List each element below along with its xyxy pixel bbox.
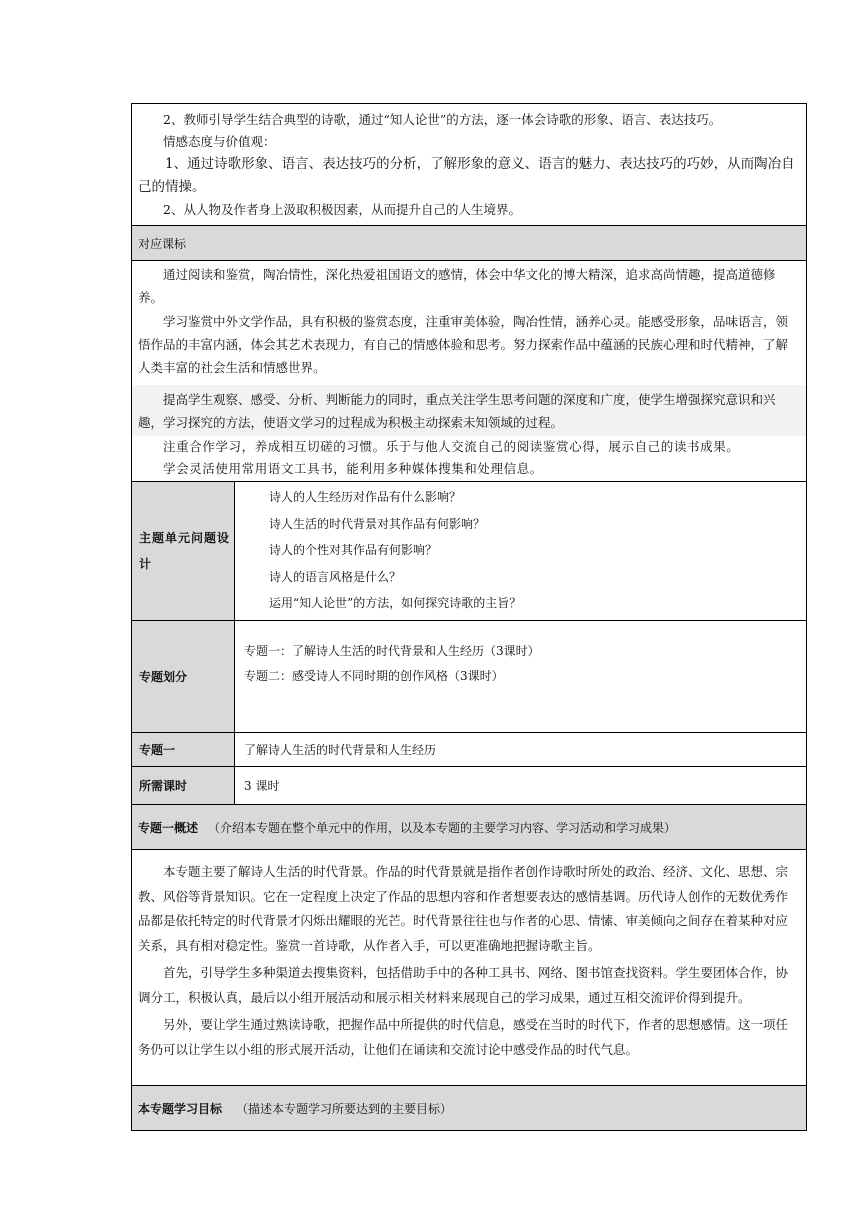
overview-paragraph: 首先，引导学生多种渠道去搜集资料，包括借助手中的各种工具书、网络、图书馆查找资料。学生要团体合作，协调分工，积极认真，最后以小组开展活动和展示相关材料来展现自己的学习成果，通过互相交流评价得到提升。 bbox=[138, 965, 789, 1005]
curriculum-paragraph: 注重合作学习，养成相互切磋的习惯。乐于与他人交流自己的阅读鉴赏心得，展示自己的读书成果。 bbox=[163, 439, 740, 454]
topic-division-row bbox=[132, 621, 807, 733]
overview-label: 专题一概述 bbox=[138, 820, 199, 835]
topic-division-cell bbox=[235, 621, 807, 733]
curriculum-header bbox=[132, 226, 807, 261]
overview-note: （介绍本专题在整个单元中的作用，以及本专题的主要学习内容、学习活动和学习成果） bbox=[208, 820, 677, 835]
curriculum-paragraph-highlighted: 提高学生观察、感受、分析、判断能力的同时，重点关注学生思考问题的深度和广度，使学生增强探究意识和兴趣，学习探究的方法，使语文学习的过程成为积极主动探索未知领域的过程。 bbox=[132, 385, 806, 436]
question-item: 诗人生活的时代背景对其作品有何影响？ bbox=[269, 516, 486, 531]
topic-one-row bbox=[132, 733, 807, 767]
theme-questions-cell bbox=[235, 482, 807, 621]
emotion-values-heading: 情感态度与价值观： bbox=[163, 134, 276, 149]
hours-value: 3 课时 bbox=[235, 767, 807, 805]
objectives-continuation-cell bbox=[132, 104, 807, 226]
overview-header bbox=[132, 805, 807, 850]
lesson-plan-document bbox=[131, 103, 806, 1131]
objective-line: 2、从人物及作者身上汲取积极因素，从而提升自己的人生境界。 bbox=[163, 202, 521, 217]
objective-line: 1、通过诗歌形象、语言、表达技巧的分析，了解形象的意义、语言的魅力、表达技巧的巧妙，从而陶冶自己的情操。 bbox=[138, 156, 795, 195]
theme-questions-row bbox=[132, 482, 807, 621]
curriculum-paragraph: 学习鉴赏中外文学作品，具有积极的鉴赏态度，注重审美体验，陶冶性情，涵养心灵。能感受形象，品味语言，领悟作品的丰富内涵，体会其艺术表现力，有自己的情感体验和思考。努力探索作品中蕴涵的民族心理和时代精神，了解人类丰富的社会生活和情感世界。 bbox=[138, 314, 789, 375]
overview-paragraph: 另外，要让学生通过熟读诗歌，把握作品中所提供的时代信息，感受在当时的时代下，作者的思想感情。这一项任务仍可以让学生以小组的形式展开活动，让他们在诵读和交流讨论中感受作品的时代气息。 bbox=[138, 1017, 789, 1057]
question-item: 诗人的人生经历对作品有什么影响？ bbox=[269, 490, 462, 504]
question-item: 诗人的个性对其作品有何影响？ bbox=[269, 543, 438, 557]
overview-content-cell bbox=[132, 850, 807, 1086]
objectives-continuation-row bbox=[132, 104, 807, 226]
topic-one-value: 了解诗人生活的时代背景和人生经历 bbox=[235, 733, 807, 767]
curriculum-content-row bbox=[132, 261, 807, 482]
overview-header-row bbox=[132, 805, 807, 850]
curriculum-header-label: 对应课标 bbox=[138, 236, 187, 251]
goals-header bbox=[132, 1086, 807, 1131]
curriculum-paragraph: 学会灵活使用常用语文工具书，能利用多种媒体搜集和处理信息。 bbox=[163, 461, 543, 476]
hours-label: 所需课时 bbox=[132, 767, 235, 805]
topic-division-label: 专题划分 bbox=[132, 621, 235, 733]
theme-questions-label: 主题单元问题设计 bbox=[132, 482, 235, 621]
overview-paragraph: 本专题主要了解诗人生活的时代背景。作品的时代背景就是指作者创作诗歌时所处的政治、经济、文化、思想、宗教、风俗等背景知识。它在一定程度上决定了作品的思想内容和作者想要表达的感情基调。历代诗人创作的无数优秀作品都是依托特定的时代背景才闪烁出耀眼的光芒。时代背景往往也与作者的心思、情愫、审美倾向之间存在着某种对应关系，具有相对稳定性。鉴赏一首诗歌，从作者入手，可以更准确地把握诗歌主旨。 bbox=[138, 864, 789, 953]
curriculum-paragraph: 通过阅读和鉴赏，陶冶情性，深化热爱祖国语文的感情，体会中华文化的博大精深，追求高尚情趣，提高道德修养。 bbox=[138, 267, 776, 305]
question-item: 诗人的语言风格是什么？ bbox=[269, 569, 402, 584]
topic-one-label: 专题一 bbox=[132, 733, 235, 767]
curriculum-header-row bbox=[132, 226, 807, 261]
topic-division-item: 专题二：感受诗人不同时期的创作风格（3课时） bbox=[244, 669, 504, 683]
hours-row bbox=[132, 767, 807, 805]
question-item: 运用“知人论世”的方法，如何探究诗歌的主旨？ bbox=[269, 596, 522, 610]
topic-division-item: 专题一：了解诗人生活的时代背景和人生经历（3课时） bbox=[244, 644, 540, 658]
goals-header-row bbox=[132, 1086, 807, 1131]
overview-content-row bbox=[132, 850, 807, 1086]
goals-label: 本专题学习目标 bbox=[138, 1101, 223, 1116]
lesson-plan-table bbox=[131, 103, 807, 1131]
goals-note: （描述本专题学习所要达到的主要目标） bbox=[236, 1101, 453, 1116]
objective-line: 2、教师引导学生结合典型的诗歌，通过“知人论世”的方法，逐一体会诗歌的形象、语言、表达技巧。 bbox=[163, 112, 722, 127]
curriculum-content-cell bbox=[132, 261, 807, 482]
